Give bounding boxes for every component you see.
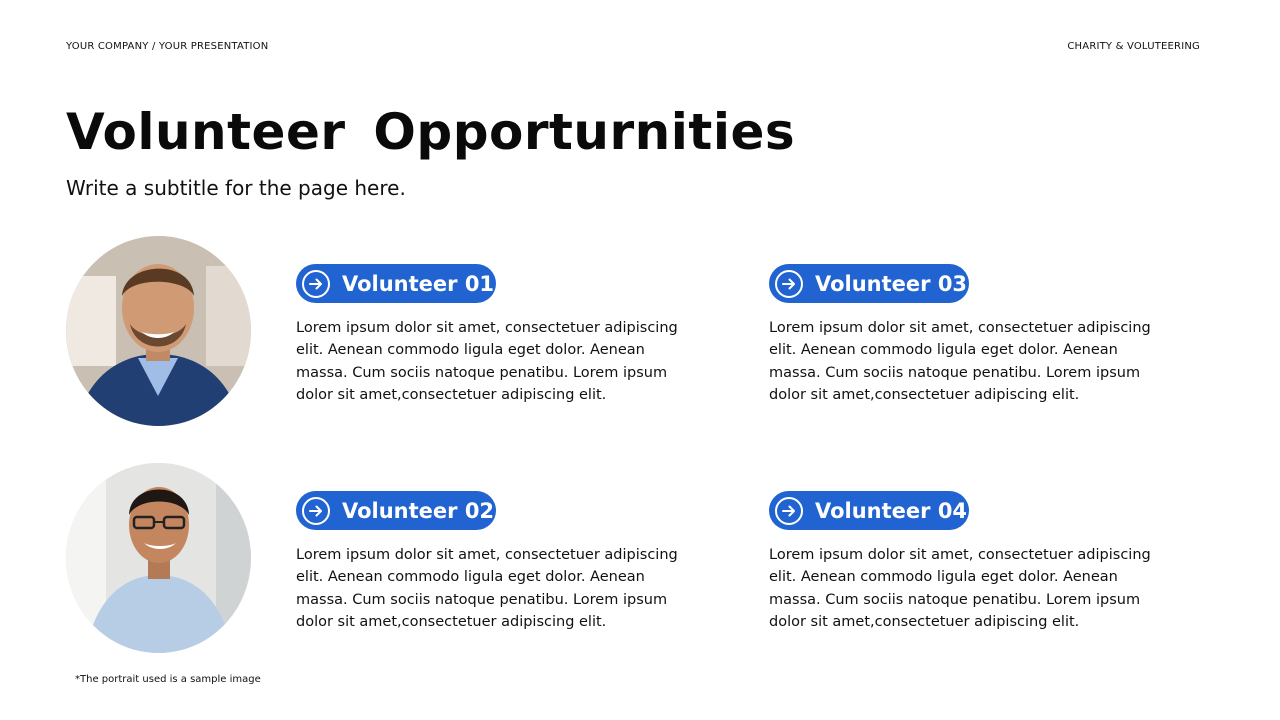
volunteer-01-label: Volunteer 01	[342, 271, 495, 296]
arrow-right-circle-icon	[775, 270, 803, 298]
volunteer-02-button[interactable]	[296, 491, 496, 530]
portrait-photo-2	[66, 463, 251, 653]
volunteer-04-label: Volunteer 04	[815, 498, 968, 523]
arrow-right-circle-icon	[775, 497, 803, 525]
page-subtitle: Write a subtitle for the page here.	[66, 176, 406, 200]
volunteer-03-label: Volunteer 03	[815, 271, 968, 296]
volunteer-01-description: Lorem ipsum dolor sit amet, consectetuer adipiscing elit. Aenean commodo ligula eget dolor. Aenean massa. Cum sociis natoque penatibu. Lorem ipsum dolor sit amet,consectetuer adipiscing elit.	[296, 320, 678, 403]
volunteer-01-button[interactable]	[296, 264, 496, 303]
portrait-man-blue-blazer	[66, 236, 251, 426]
arrow-right-circle-icon	[302, 497, 330, 525]
volunteer-03-description: Lorem ipsum dolor sit amet, consectetuer adipiscing elit. Aenean commodo ligula eget dolor. Aenean massa. Cum sociis natoque penatibu. Lorem ipsum dolor sit amet,consectetuer adipiscing elit.	[769, 320, 1151, 403]
arrow-right-circle-icon	[302, 270, 330, 298]
volunteer-card-04	[769, 491, 1169, 633]
portrait-man-glasses	[66, 463, 251, 653]
volunteer-card-02	[296, 491, 696, 633]
volunteer-card-01	[296, 264, 696, 406]
page-title: Volunteer Opporturnities	[66, 103, 796, 161]
volunteer-04-button[interactable]	[769, 491, 969, 530]
volunteer-card-03	[769, 264, 1169, 406]
volunteer-03-button[interactable]	[769, 264, 969, 303]
header-left: YOUR COMPANY / YOUR PRESENTATION	[66, 41, 269, 52]
volunteer-02-description: Lorem ipsum dolor sit amet, consectetuer adipiscing elit. Aenean commodo ligula eget dolor. Aenean massa. Cum sociis natoque penatibu. Lorem ipsum dolor sit amet,consectetuer adipiscing elit.	[296, 547, 678, 630]
volunteer-04-description: Lorem ipsum dolor sit amet, consectetuer adipiscing elit. Aenean commodo ligula eget dolor. Aenean massa. Cum sociis natoque penatibu. Lorem ipsum dolor sit amet,consectetuer adipiscing elit.	[769, 547, 1151, 630]
portrait-footnote: *The portrait used is a sample image	[75, 674, 261, 685]
volunteer-02-label: Volunteer 02	[342, 498, 495, 523]
portrait-photo-1	[66, 236, 251, 426]
header-right: CHARITY & VOLUTEERING	[1067, 41, 1200, 52]
